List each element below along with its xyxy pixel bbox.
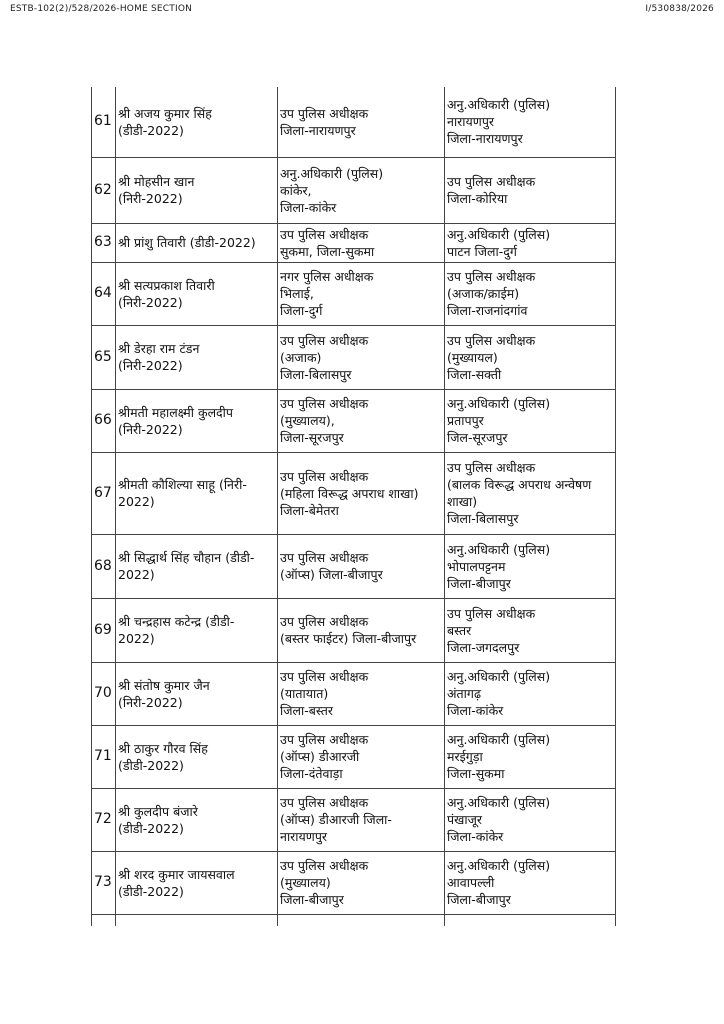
officer-name-line: (डीडी-2022) [118,122,184,138]
current-posting-line: उप पुलिस अधीक्षक [280,396,369,411]
new-posting-line: जिला-सुकमा [447,766,505,781]
current-posting-line: (ऑप्स) डीआरजी [280,749,360,764]
table-row [92,788,616,851]
current-posting-line: जिला-दुर्ग [280,303,323,318]
continuation-cell [445,914,616,926]
serial-number: 73 [92,851,116,914]
current-posting-line: सुकमा, जिला-सुकमा [280,243,375,259]
new-posting-line: जिल-सूरजपुर [447,430,508,445]
officer-name-line: श्री मोहसीन खान [118,174,195,189]
current-posting-line: जिला-दंतेवाड़ा [280,766,343,781]
table-row [92,325,616,389]
new-posting-line: अनु.अधिकारी (पुलिस) [447,732,551,747]
officer-name [116,325,278,389]
new-posting-line: प्रतापपुर [447,413,484,428]
officer-name [116,534,278,598]
table-row [92,452,616,534]
officer-name [116,851,278,914]
officer-name-line: 2022) [118,631,155,646]
new-posting-line: (मुख्यायल) [447,349,498,365]
current-posting-line: (ऑप्स) डीआरजी जिला- [280,812,392,827]
new-posting-line: (अजाक/क्राईम) [447,286,520,301]
current-posting-line: कांकेर, [280,182,312,198]
new-posting-line: शाखा) [447,494,478,509]
serial-number: 65 [92,325,116,389]
current-posting [278,598,445,662]
new-posting [445,389,616,452]
new-posting-line: (बालक विरूद्ध अपराध अन्वेषण [447,477,592,492]
new-posting-line: मरईगुड़ा [447,749,483,764]
current-posting-line: (बस्तर फाईटर) जिला-बीजापुर [280,631,417,646]
current-posting [278,262,445,325]
officer-name-line: (निरी-2022) [118,694,183,710]
current-posting-line: उप पुलिस अधीक्षक [280,795,369,810]
new-posting-line: अनु.अधिकारी (पुलिस) [447,669,551,684]
new-posting-line: बस्तर [447,622,472,638]
new-posting-line: जिला-बीजापुर [447,575,511,591]
new-posting [445,87,616,157]
current-posting [278,851,445,914]
current-posting-line: जिला-नारायणपुर [280,122,356,138]
current-posting-line: नगर पुलिस अधीक्षक [280,269,374,284]
current-posting [278,725,445,788]
new-posting-line: जिला-राजनांदगांव [447,303,528,318]
continuation-cell [116,914,278,926]
current-posting-line: उप पुलिस अधीक्षक [280,614,369,629]
current-posting-line: जिला-बीजापुर [280,892,344,907]
officer-name [116,725,278,788]
officer-name [116,452,278,534]
serial-number: 62 [92,157,116,223]
table-row [92,534,616,598]
new-posting-line: जिला-सक्ती [447,366,502,382]
current-posting-line: जिला-कांकेर [280,199,337,215]
new-posting-line: उप पुलिस अधीक्षक [447,269,536,284]
current-posting-line: भिलाई, [280,286,314,301]
serial-number: 64 [92,262,116,325]
file-reference: ESTB-102(2)/528/2026-HOME SECTION [10,4,193,14]
current-posting-line: जिला-बिलासपुर [280,366,352,382]
current-posting [278,325,445,389]
officer-name-line: (निरी-2022) [118,191,183,206]
new-posting-line: पंखाजूर [447,812,482,827]
current-posting-line: उप पुलिस अधीक्षक [280,669,369,684]
new-posting [445,788,616,851]
new-posting-line: अनु.अधिकारी (पुलिस) [447,541,551,557]
officer-name-line: श्री अजय कुमार सिंह [118,105,212,121]
new-posting [445,262,616,325]
officer-name-line: 2022) [118,567,155,582]
new-posting-line: जिला-बीजापुर [447,892,511,907]
officer-name [116,87,278,157]
officer-name-line: श्री ठाकुर गौरव सिंह [118,740,208,756]
serial-number: 67 [92,452,116,534]
officer-name-line: श्रीमती कौशिल्या साहू (निरी- [118,477,247,492]
table-row [92,851,616,914]
current-posting-line: नारायणपुर [280,829,328,844]
officer-name [116,223,278,262]
new-posting [445,223,616,262]
new-posting-line: उप पुलिस अधीक्षक [447,332,536,348]
current-posting [278,662,445,725]
officer-name-line: श्री चन्द्रहास कटेन्द्र (डीडी- [118,614,235,629]
officer-name-line: (निरी-2022) [118,294,183,310]
officer-name [116,262,278,325]
current-posting [278,389,445,452]
current-posting-line: उप पुलिस अधीक्षक [280,332,369,348]
new-posting-line: जिला-कांकेर [447,829,504,844]
new-posting-line: जिला-कांकेर [447,703,504,718]
serial-number: 68 [92,534,116,598]
new-posting-line: उप पुलिस अधीक्षक [447,605,536,621]
officer-name-line: श्री संतोष कुमार जैन [118,677,210,693]
new-posting-line: अनु.अधिकारी (पुलिस) [447,97,551,113]
serial-number: 69 [92,598,116,662]
officer-name-line: 2022) [118,494,155,509]
officer-name [116,788,278,851]
new-posting-line: नारायणपुर [447,114,495,130]
new-posting-line: जिला-जगदलपुर [447,639,520,655]
current-posting [278,788,445,851]
current-posting-line: (मुख्यालय), [280,413,335,428]
current-posting [278,534,445,598]
new-posting-line: आवापल्ली [447,875,495,890]
new-posting-line: उप पुलिस अधीक्षक [447,460,536,475]
current-posting-line: (अजाक) [280,349,322,365]
officer-name-line: (निरी-2022) [118,421,183,437]
new-posting [445,598,616,662]
new-posting-line: अनु.अधिकारी (पुलिस) [447,858,551,873]
new-posting-line: जिला-नारायणपुर [447,131,523,147]
serial-number: 71 [92,725,116,788]
current-posting [278,157,445,223]
transfer-table [91,87,616,926]
officer-name-line: (डीडी-2022) [118,883,184,899]
serial-number: 63 [92,223,116,262]
current-posting-line: उप पुलिस अधीक्षक [280,226,369,242]
new-posting-line: उप पुलिस अधीक्षक [447,174,536,189]
officer-name-line: श्री डेरहा राम टंडन [118,341,200,356]
current-posting-line: उप पुलिस अधीक्षक [280,105,369,121]
new-posting [445,452,616,534]
new-posting-line: जिला-बिलासपुर [447,511,519,526]
current-posting-line: जिला-सूरजपुर [280,430,344,445]
new-posting-line: अनु.अधिकारी (पुलिस) [447,396,551,411]
table-row [92,662,616,725]
officer-name-line: (डीडी-2022) [118,820,184,836]
current-posting [278,223,445,262]
officer-name-line: श्री शरद कुमार जायसवाल [118,866,235,882]
new-posting-line: जिला-कोरिया [447,191,508,206]
table-row [92,87,616,157]
current-posting-line: अनु.अधिकारी (पुलिस) [280,165,384,181]
table-row [92,389,616,452]
new-posting [445,325,616,389]
new-posting [445,534,616,598]
new-posting [445,157,616,223]
table-row [92,725,616,788]
current-posting-line: उप पुलिस अधीक्षक [280,732,369,747]
new-posting-line: अनु.अधिकारी (पुलिस) [447,795,551,810]
current-posting-line: (मुख्यालय) [280,875,331,890]
officer-name-line: श्री सत्यप्रकाश तिवारी [118,277,215,293]
document-number: I/530838/2026 [645,4,714,14]
table-row [92,157,616,223]
current-posting-line: (ऑप्स) जिला-बीजापुर [280,567,383,582]
officer-name-line: श्रीमती महालक्ष्मी कुलदीप [118,404,234,420]
new-posting [445,851,616,914]
serial-number: 66 [92,389,116,452]
serial-number: 72 [92,788,116,851]
officer-name [116,662,278,725]
new-posting [445,662,616,725]
new-posting-line: अंतागढ़ [447,686,481,701]
current-posting [278,87,445,157]
new-posting [445,725,616,788]
table-row [92,262,616,325]
new-posting-line: भोपालपट्टनम [447,558,506,574]
current-posting-line: उप पुलिस अधीक्षक [280,468,369,484]
officer-name [116,389,278,452]
new-posting-line: अनु.अधिकारी (पुलिस) [447,226,551,242]
continuation-row [92,914,616,926]
current-posting [278,452,445,534]
officer-name-line: श्री सिद्धार्थ सिंह चौहान (डीडी- [118,550,255,565]
current-posting-line: उप पुलिस अधीक्षक [280,550,369,565]
officer-name-line: (डीडी-2022) [118,757,184,773]
current-posting-line: जिला-बस्तर [280,703,333,718]
table-row [92,223,616,262]
current-posting-line: उप पुलिस अधीक्षक [280,858,369,873]
current-posting-line: जिला-बेमेतरा [280,502,339,518]
officer-name-line: (निरी-2022) [118,358,183,373]
officer-name [116,157,278,223]
continuation-cell [92,914,116,926]
serial-number: 70 [92,662,116,725]
continuation-cell [278,914,445,926]
officer-name-line: श्री प्रांशु तिवारी (डीडी-2022) [118,235,256,250]
table-row [92,598,616,662]
officer-name-line: श्री कुलदीप बंजारे [118,803,198,819]
officer-name [116,598,278,662]
current-posting-line: (यातायात) [280,686,329,701]
new-posting-line: पाटन जिला-दुर्ग [447,243,517,259]
current-posting-line: (महिला विरूद्ध अपराध शाखा) [280,485,419,501]
serial-number: 61 [92,87,116,157]
